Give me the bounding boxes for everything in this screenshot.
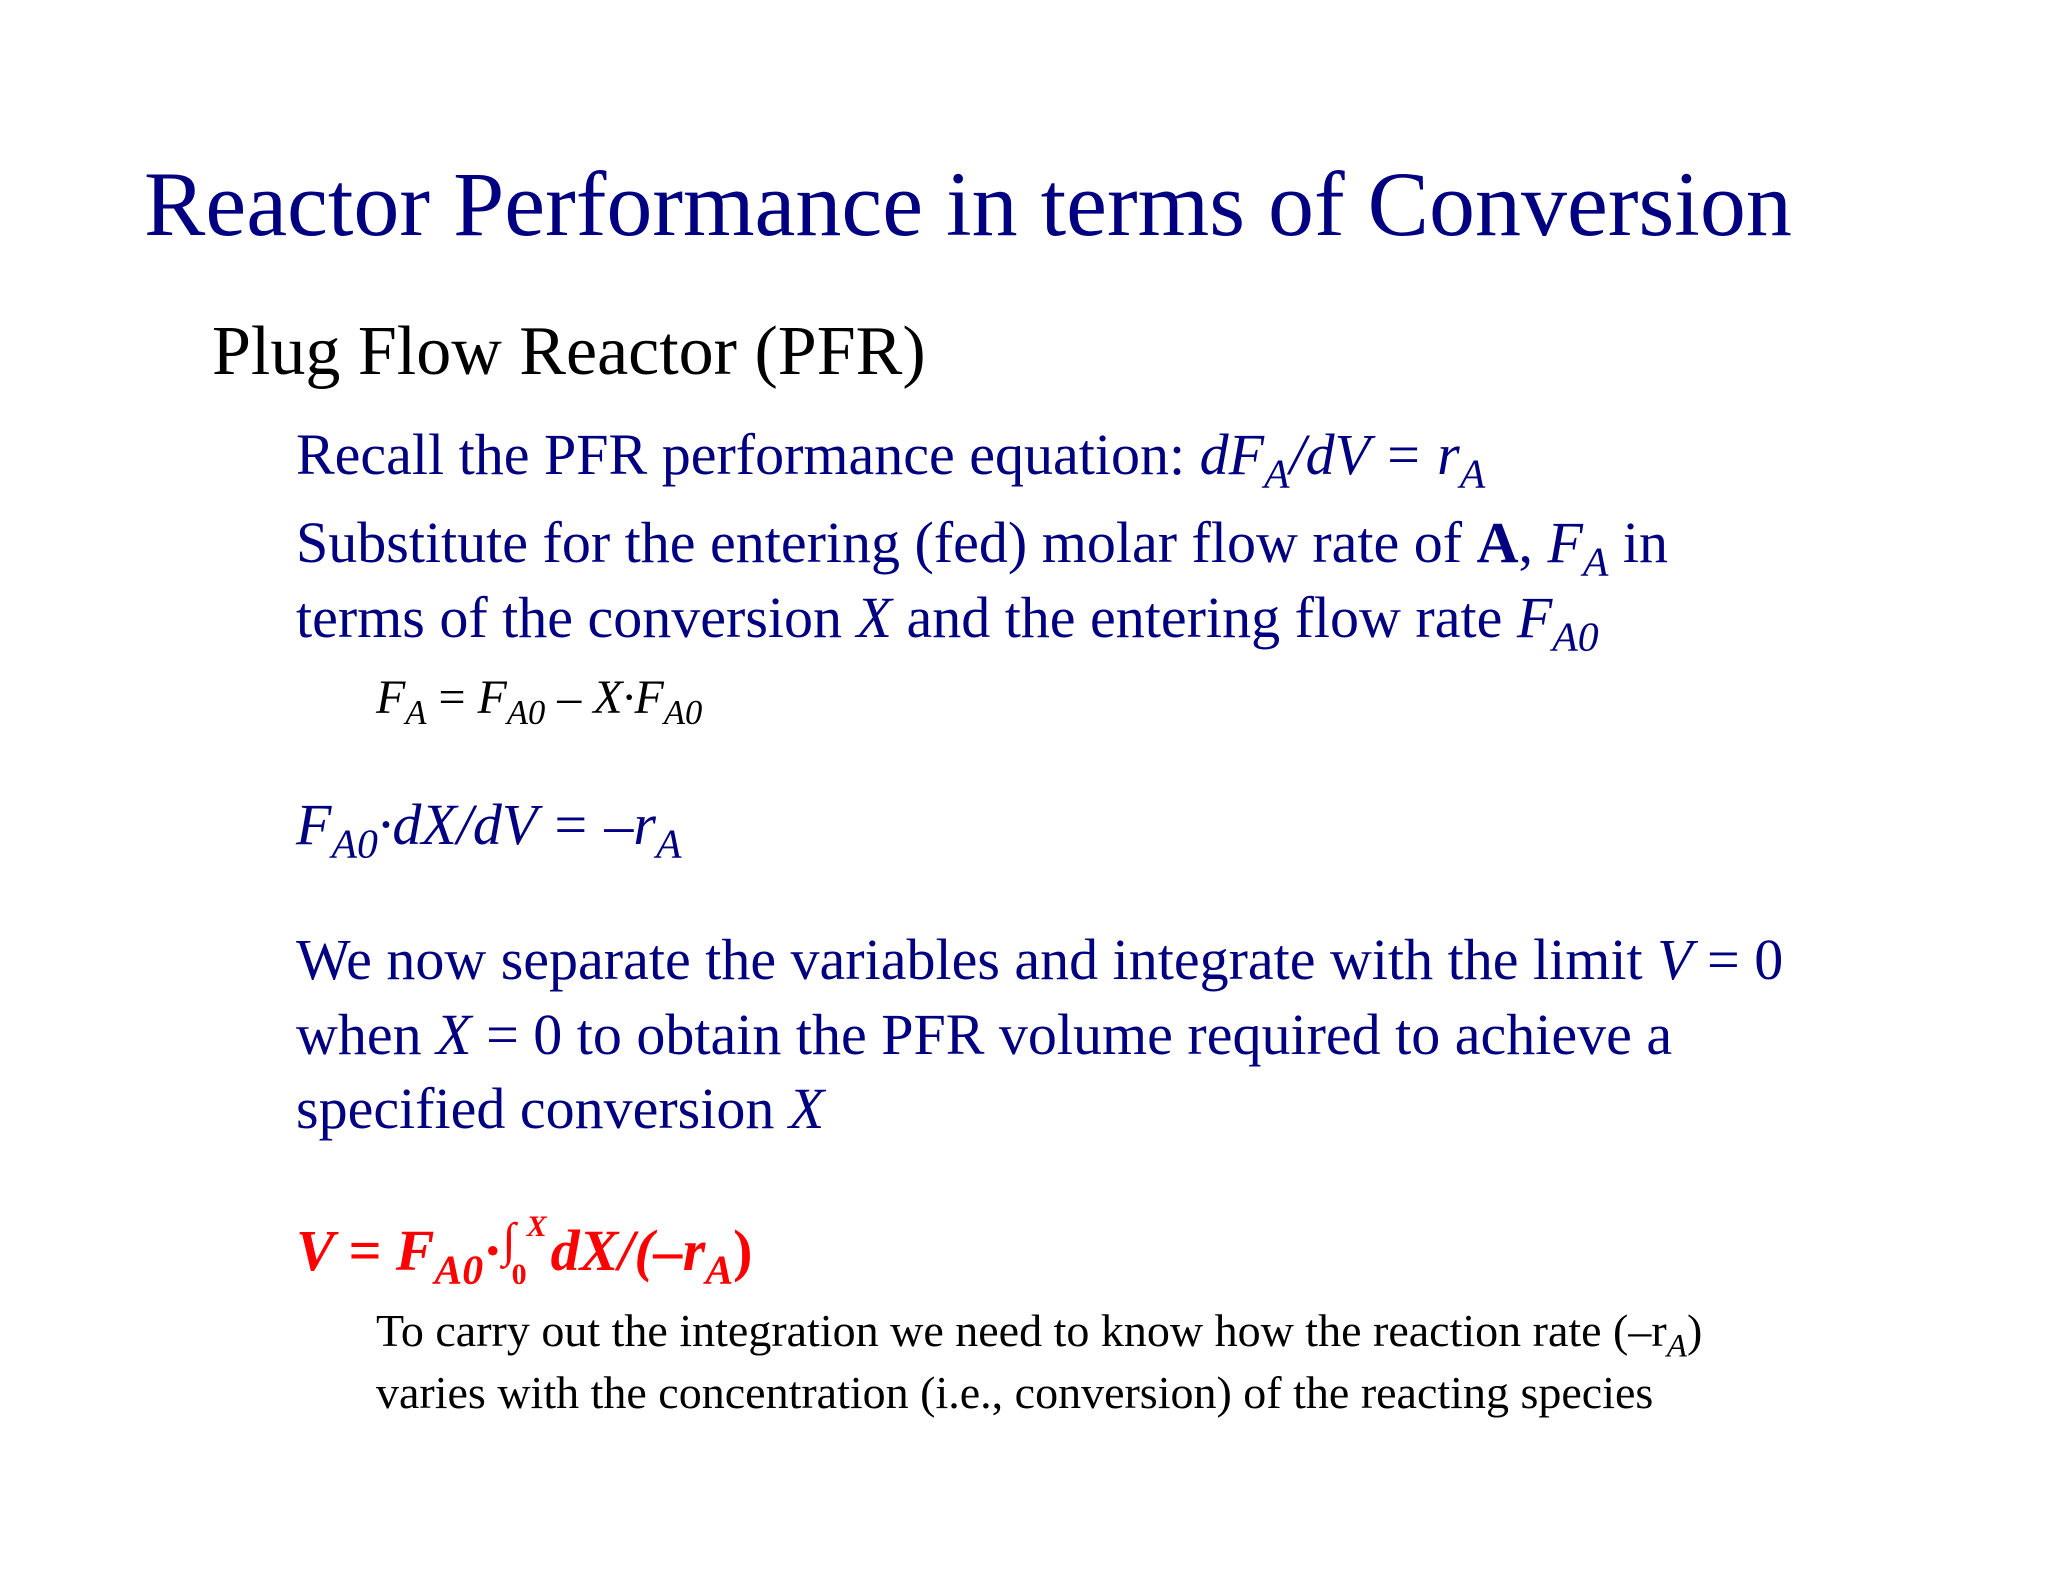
page-title: Reactor Performance in terms of Conversion — [144, 153, 1792, 255]
pfr-volume-equation — [296, 1210, 753, 1294]
separate-X2: X — [788, 1076, 825, 1141]
separate-text-b: = 0 — [1692, 927, 1784, 992]
equation-flow-rate — [376, 671, 703, 733]
species-a: A — [1476, 510, 1519, 575]
eq1-sub1: A — [405, 694, 427, 733]
result-close: ) — [733, 1218, 753, 1283]
separate-V: V — [1657, 927, 1693, 992]
result-sub1: A0 — [434, 1247, 484, 1294]
section-heading: Plug Flow Reactor (PFR) — [212, 313, 926, 390]
separate-text-c: when — [296, 1002, 437, 1067]
eq1-equals: = — [426, 671, 478, 724]
integral-symbol: ∫ — [502, 1214, 516, 1267]
recall-eq-d: dF — [1199, 422, 1264, 487]
substitute-text-a: Substitute for the entering (fed) molar flow rate of — [296, 510, 1477, 575]
recall-eq-rest: /dV = r — [1289, 422, 1460, 487]
eq1-sub3: A0 — [663, 694, 703, 733]
recall-text: Recall the PFR performance equation: — [296, 422, 1200, 487]
substitute-X: X — [856, 585, 892, 650]
substitute-line-1 — [296, 510, 1669, 586]
eq2-F: F — [296, 792, 332, 857]
substitute-text-e: and the entering flow rate — [891, 585, 1517, 650]
separate-text-e: specified conversion — [296, 1076, 789, 1141]
substitute-F-sub: A — [1582, 539, 1609, 586]
result-rest: dX/(–r — [550, 1218, 706, 1283]
eq1-F2: F — [477, 671, 507, 724]
substitute-text-c: in — [1608, 510, 1669, 575]
substitute-F: F — [1547, 510, 1583, 575]
eq1-F: F — [376, 671, 406, 724]
separate-line-1 — [296, 927, 1784, 992]
eq1-sub2: A0 — [506, 694, 546, 733]
note-text-b: ) — [1686, 1305, 1703, 1356]
eq1-XF: X·F — [593, 671, 664, 724]
recall-eq-sub: A — [1264, 451, 1290, 498]
result-dot: · — [483, 1218, 503, 1283]
separate-X: X — [436, 1002, 472, 1067]
note-sub: A — [1666, 1327, 1687, 1365]
eq2-sub1: A0 — [331, 821, 378, 868]
note-line-1 — [376, 1305, 1703, 1365]
note-line-2: varies with the concentration (i.e., conversion) of the reacting species — [376, 1367, 1654, 1418]
eq1-minus: – — [545, 671, 594, 724]
recall-line — [296, 422, 1486, 498]
substitute-F2-sub: A0 — [1552, 614, 1599, 661]
separate-text-d: = 0 to obtain the PFR volume required to achieve a — [471, 1002, 1673, 1067]
separate-text-a: We now separate the variables and integrate with the limit — [296, 927, 1658, 992]
separate-line-3 — [296, 1076, 825, 1141]
eq2-sub2: A — [655, 821, 682, 868]
result-sub2: A — [705, 1247, 734, 1294]
integral-lower-limit: 0 — [511, 1258, 527, 1291]
eq2-rest: ·dX/dV = –r — [377, 792, 656, 857]
substitute-text-d: terms of the conversion — [296, 585, 857, 650]
separate-line-2 — [296, 1002, 1673, 1067]
equation-differential — [296, 792, 682, 868]
note-text-a: To carry out the integration we need to know how the reaction rate (–r — [376, 1305, 1667, 1356]
integral-upper-limit: X — [526, 1210, 547, 1243]
substitute-F2: F — [1516, 585, 1553, 650]
recall-eq-sub2: A — [1459, 451, 1486, 498]
substitute-line-2 — [296, 585, 1599, 661]
substitute-text-b: , — [1518, 510, 1548, 575]
result-lhs: V = F — [296, 1218, 435, 1283]
